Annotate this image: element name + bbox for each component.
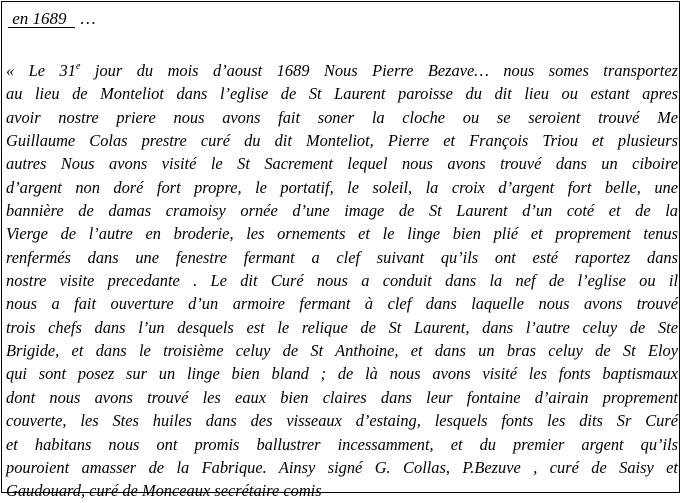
transcription-paragraph [6,59,678,503]
text-line: bannière de damas cramoisy ornée d’une image de St Laurent d’un coté et de la [6,201,678,221]
text-line: nous a fait ouverture d’un armoire fermant à clef dans laquelle nous avons trouvé [6,294,678,314]
text-line: pouroient amasser de la Fabrique. Ainsy signé G. Collas, P.Bezuve , curé de Saisy et [6,457,678,477]
text-line: dont nous avons trouvé les eaux bien claires dans leur fontaine d’airain proprement [6,387,678,407]
text-line: renfermés dans une fenestre fermant a clef suivant qu’ils ont esté raportez dans [6,247,678,267]
text-line: Guillaume Colas prestre curé du dit Monteliot, Pierre et François Triou et plusieurs [6,131,678,151]
heading-date: en 1689 [8,9,76,28]
heading-ellipsis: … [79,9,97,28]
text-line-rest: jour du mois d’aoust 1689 Nous Pierre Bezave… nous somes transportez [80,61,678,80]
heading [8,8,96,30]
text-line: avoir nostre priere nous avons fait soner la cloche ou se seroient trouvé Me [6,107,678,127]
text-line-start: « Le 31 [6,61,76,80]
text-line: qui sont posez sur un linge bien bland ; de là nous avons visité les fonts baptismaux [6,364,678,384]
text-line: et habitans nous ont promis ballustrer incessamment, et du premier argent qu’ils [6,434,678,454]
text-line: trois chefs dans l’un desquels est le relique de St Laurent, dans l’autre celuy de Ste [6,317,678,337]
text-line: Vierge de l’autre en broderie, les ornements et le linge bien plié et proprement tenus [6,224,678,244]
document-frame [1,1,680,501]
ordinal-superscript: e [75,61,81,72]
text-line: Gaudouard, curé de Monceaux secrétaire comis [6,481,322,501]
text-line [6,59,678,82]
text-line: couverte, les Stes huiles dans des visseaux d’estaing, lesquels fonts les dits Sr Curé [6,411,678,431]
text-line: d’argent non doré fort propre, le portatif, le soleil, la croix d’argent fort belle, une [6,177,678,197]
text-line: nostre visite precedante . Le dit Curé nous a conduit dans la nef de l’eglise ou il [6,271,678,291]
text-line: Brigide, et dans le troisième celuy de St Anthoine, et dans un bras celuy de St Eloy [6,341,678,361]
text-line: au lieu de Monteliot dans l’eglise de St Laurent paroisse du dit lieu ou estant apres [6,84,678,104]
text-line: autres Nous avons visité le St Sacrement lequel nous avons trouvé dans un ciboire [6,154,678,174]
